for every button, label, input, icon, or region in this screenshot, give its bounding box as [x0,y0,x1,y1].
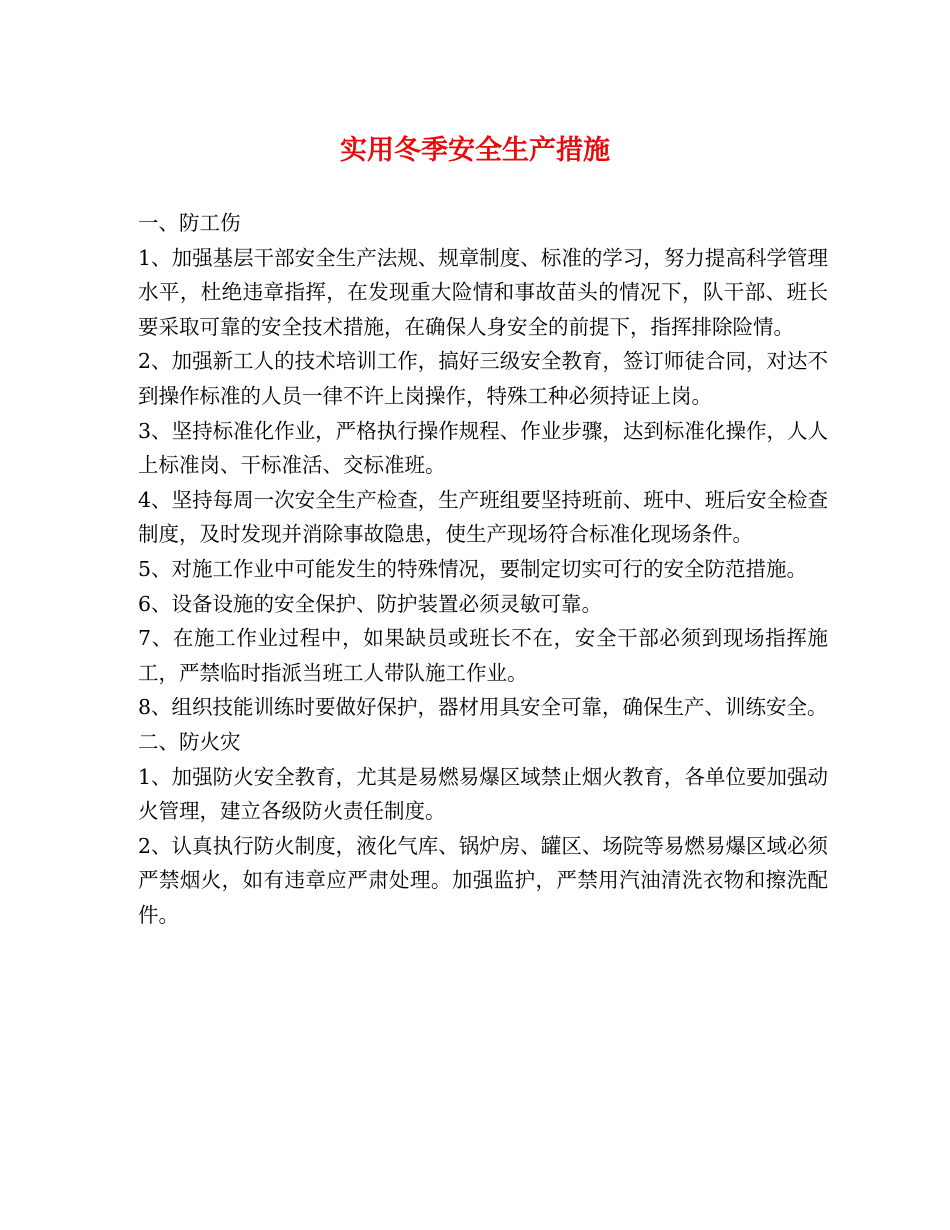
list-item: 7、在施工作业过程中，如果缺员或班长不在，安全干部必须到现场指挥施工，严禁临时指派当班工人带队施工作业。 [138,626,828,685]
list-item: 1、加强防火安全教育，尤其是易燃易爆区域禁止烟火教育，各单位要加强动火管理，建立各级防火责任制度。 [138,764,828,824]
list-item: 2、加强新工人的技术培训工作，搞好三级安全教育，签订师徒合同，对达不到操作标准的人员一律不许上岗操作，特殊工种必须持证上岗。 [138,349,828,408]
section-heading: 二、防火灾 [138,729,241,754]
list-item: 1、加强基层干部安全生产法规、规章制度、标准的学习，努力提高科学管理水平，杜绝违章指挥，在发现重大险情和事故苗头的情况下，队干部、班长要采取可靠的安全技术措施，在确保人身安全的前提下，指挥排除险情。 [138,245,828,339]
list-item: 5、对施工作业中可能发生的特殊情况，要制定切实可行的安全防范措施。 [138,556,808,581]
section-heading: 一、防工伤 [138,211,241,235]
document-body [138,206,828,932]
list-item: 6、设备设施的安全保护、防护装置必须灵敏可靠。 [138,591,603,616]
list-item: 2、认真执行防火制度，液化气库、锅炉房、罐区、场院等易燃易爆区域必须严禁烟火，如有违章应严肃处理。加强监护，严禁用汽油清洗衣物和擦洗配件。 [138,833,828,927]
list-item: 8、组织技能训练时要做好保护，器材用具安全可靠，确保生产、训练安全。 [138,695,828,720]
document-title: 实用冬季安全生产措施 [340,135,610,166]
list-item: 3、坚持标准化作业，严格执行操作规程、作业步骤，达到标准化操作，人人上标准岗、干标准活、交标准班。 [138,418,828,478]
list-item: 4、坚持每周一次安全生产检查，生产班组要坚持班前、班中、班后安全检查制度，及时发现并消除事故隐患，使生产现场符合标准化现场条件。 [138,487,828,547]
